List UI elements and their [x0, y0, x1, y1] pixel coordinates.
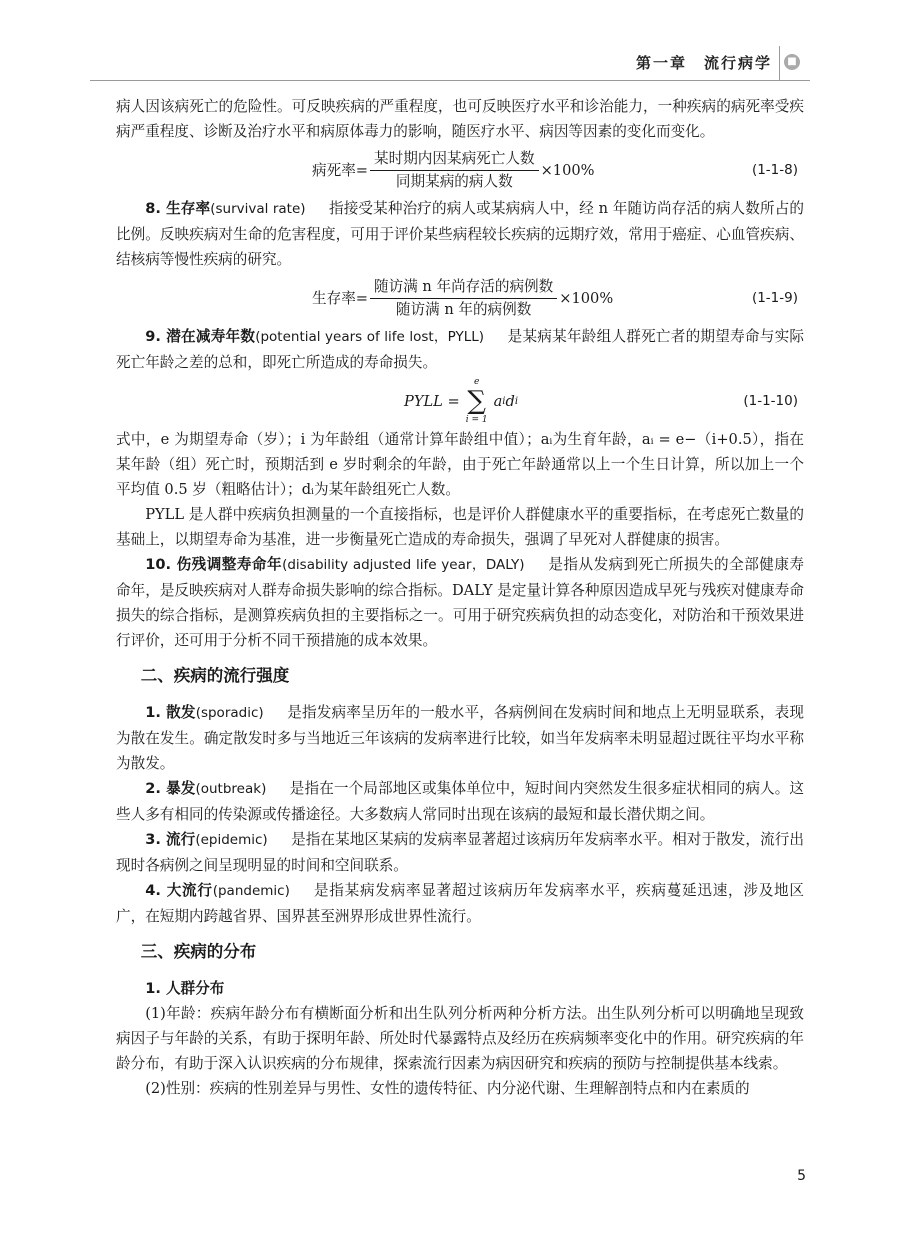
- section-heading: 三、疾病的分布: [140, 942, 257, 961]
- formula-factor: ×100%: [559, 289, 614, 307]
- list-item: [116, 827, 804, 878]
- item-text: 是指从发病到死亡所损失的全部健康寿命年，是反映疾病对人群寿命损失影响的综合指标。DALY 是定量计算各种原因造成早死与残疾对健康寿命损失的综合指标，是测算疾病负担的主要指标之一。可用于研究疾病负担的动态变化，对防治和干预效果进行评价，还可用于分析不同干预措施的成本效果。: [116, 556, 804, 649]
- item-text: 是指发病率呈历年的一般水平，各病例间在发病时间和地点上无明显联系，表现为散在发生。确定散发时多与当地近三年该病的发病率进行比较，如当年发病率未明显超过既往平均水平称为散发。: [116, 704, 804, 772]
- chapter-badge-icon: ■: [784, 54, 800, 70]
- formula-denominator: 同期某病的病人数: [395, 172, 513, 190]
- item-title: 9. 潜在减寿年数: [145, 328, 256, 345]
- item-title: 1. 散发: [145, 704, 196, 721]
- formula-fraction: [370, 148, 539, 193]
- subsection-title: 1. 人群分布: [145, 980, 225, 997]
- list-item: [116, 878, 804, 929]
- item-survival-rate: [116, 196, 804, 272]
- item-title: 8. 生存率: [145, 200, 211, 217]
- list-item: [116, 700, 804, 776]
- item-english-term: (potential years of life lost，PYLL): [255, 329, 485, 345]
- formula-lhs: 生存率=: [312, 289, 369, 307]
- sum-lower-limit: i = 1: [465, 415, 488, 425]
- chapter-title: 第一章 流行病学: [635, 54, 772, 72]
- equation-number: (1-1-10): [743, 393, 798, 409]
- item-english-term: (survival rate): [210, 201, 306, 217]
- pyll-explanation: 式中，e 为期望寿命（岁）；i 为年龄组（通常计算年龄组中值）；aᵢ为生育年龄，aᵢ = e−（i+0.5），指在某年龄（组）死亡时，预期活到 e 岁时剩余的年龄，由于死亡年龄通常以上一个生日计算，所以加上一个平均值 0.5 岁（粗略估计）；dᵢ为某年龄组死亡人数。: [116, 431, 804, 498]
- item-title: 10. 伤残调整寿命年: [145, 556, 283, 573]
- page-body: [116, 94, 804, 1101]
- term-a: a: [493, 392, 503, 410]
- paragraph-sex: (2)性别：疾病的性别差异与男性、女性的遗传特征、内分泌代谢、生理解剖特点和内在素质的: [145, 1080, 750, 1097]
- item-daly: [116, 552, 804, 653]
- item-english-term: (outbreak): [195, 781, 267, 797]
- formula-lhs: PYLL =: [404, 392, 460, 410]
- list-item: [116, 776, 804, 827]
- pyll-paragraph: PYLL 是人群中疾病负担测量的一个直接指标，也是评价人群健康水平的重要指标，在考虑死亡数量的基础上，以期望寿命为基准，进一步衡量死亡造成的寿命损失，强调了早死对人群健康的损害。: [116, 506, 804, 548]
- section-heading: 二、疾病的流行强度: [140, 666, 290, 685]
- item-title: 3. 流行: [145, 831, 196, 848]
- item-text: 是指在一个局部地区或集体单位中，短时间内突然发生很多症状相同的病人。这些人多有相同的传染源或传播途径。大多数病人常同时出现在该病的最短和最长潜伏期之间。: [116, 780, 804, 823]
- equation-number: (1-1-8): [751, 162, 798, 178]
- formula-numerator: 某时期内因某病死亡人数: [370, 148, 539, 171]
- item-pyll: [116, 324, 804, 375]
- formula-survival-rate: [116, 272, 804, 324]
- formula-fraction: [370, 276, 557, 321]
- item-title: 2. 暴发: [145, 780, 196, 797]
- term-d: d: [505, 392, 515, 410]
- formula-denominator: 随访满 n 年的病例数: [395, 300, 532, 318]
- item-english-term: (sporadic): [195, 705, 264, 721]
- summation-symbol: e ∑ i = 1: [465, 377, 488, 425]
- item-text: 指接受某种治疗的病人或某病病人中，经 n 年随访尚存活的病人数所占的比例。反映疾病对生命的危害程度，可用于评价某些病程较长疾病的远期疗效，常用于癌症、心血管疾病、结核病等慢性疾病的研究。: [116, 200, 805, 268]
- term-d-subscript: i: [514, 395, 519, 407]
- formula-numerator: 随访满 n 年尚存活的病例数: [370, 276, 557, 299]
- sum-upper-limit: e: [473, 377, 480, 387]
- intro-paragraph: 病人因该病死亡的危险性。可反映疾病的严重程度，也可反映医疗水平和诊治能力，一种疾病的病死率受疾病严重程度、诊断及治疗水平和病原体毒力的影响，随医疗水平、病因等因素的变化而变化。: [116, 98, 804, 140]
- item-title: 4. 大流行: [145, 882, 213, 899]
- item-text: 是指某病发病率显著超过该病历年发病率水平，疾病蔓延迅速，涉及地区广，在短期内跨越省界、国界甚至洲界形成世界性流行。: [116, 882, 804, 925]
- formula-pyll: [116, 375, 804, 427]
- item-english-term: (disability adjusted life year，DALY): [282, 557, 525, 573]
- formula-case-fatality: [116, 144, 804, 196]
- item-english-term: (pandemic): [212, 883, 290, 899]
- page-header: [90, 40, 810, 81]
- formula-factor: ×100%: [540, 161, 595, 179]
- item-text: 是指在某地区某病的发病率显著超过该病历年发病率水平。相对于散发，流行出现时各病例之间呈现明显的时间和空间联系。: [116, 831, 804, 874]
- formula-lhs: 病死率=: [312, 161, 369, 179]
- equation-number: (1-1-9): [751, 290, 798, 306]
- item-text: 是某病某年龄组人群死亡者的期望寿命与实际死亡年龄之差的总和，即死亡所造成的寿命损失。: [116, 328, 804, 371]
- paragraph-age: (1)年龄：疾病年龄分布有横断面分析和出生队列分析两种分析方法。出生队列分析可以明确地呈现致病因子与年龄的关系，有助于探明年龄、所处时代暴露特点及经历在疾病频率变化中的作用。研究疾病的年龄分布，有助于深入认识疾病的分布规律，探索流行因素为病因研究和疾病的预防与控制提供基本线索。: [116, 1005, 804, 1072]
- term-a-subscript: i: [502, 395, 506, 407]
- item-english-term: (epidemic): [195, 832, 268, 848]
- header-divider: [779, 46, 780, 80]
- page-number: 5: [797, 1168, 806, 1184]
